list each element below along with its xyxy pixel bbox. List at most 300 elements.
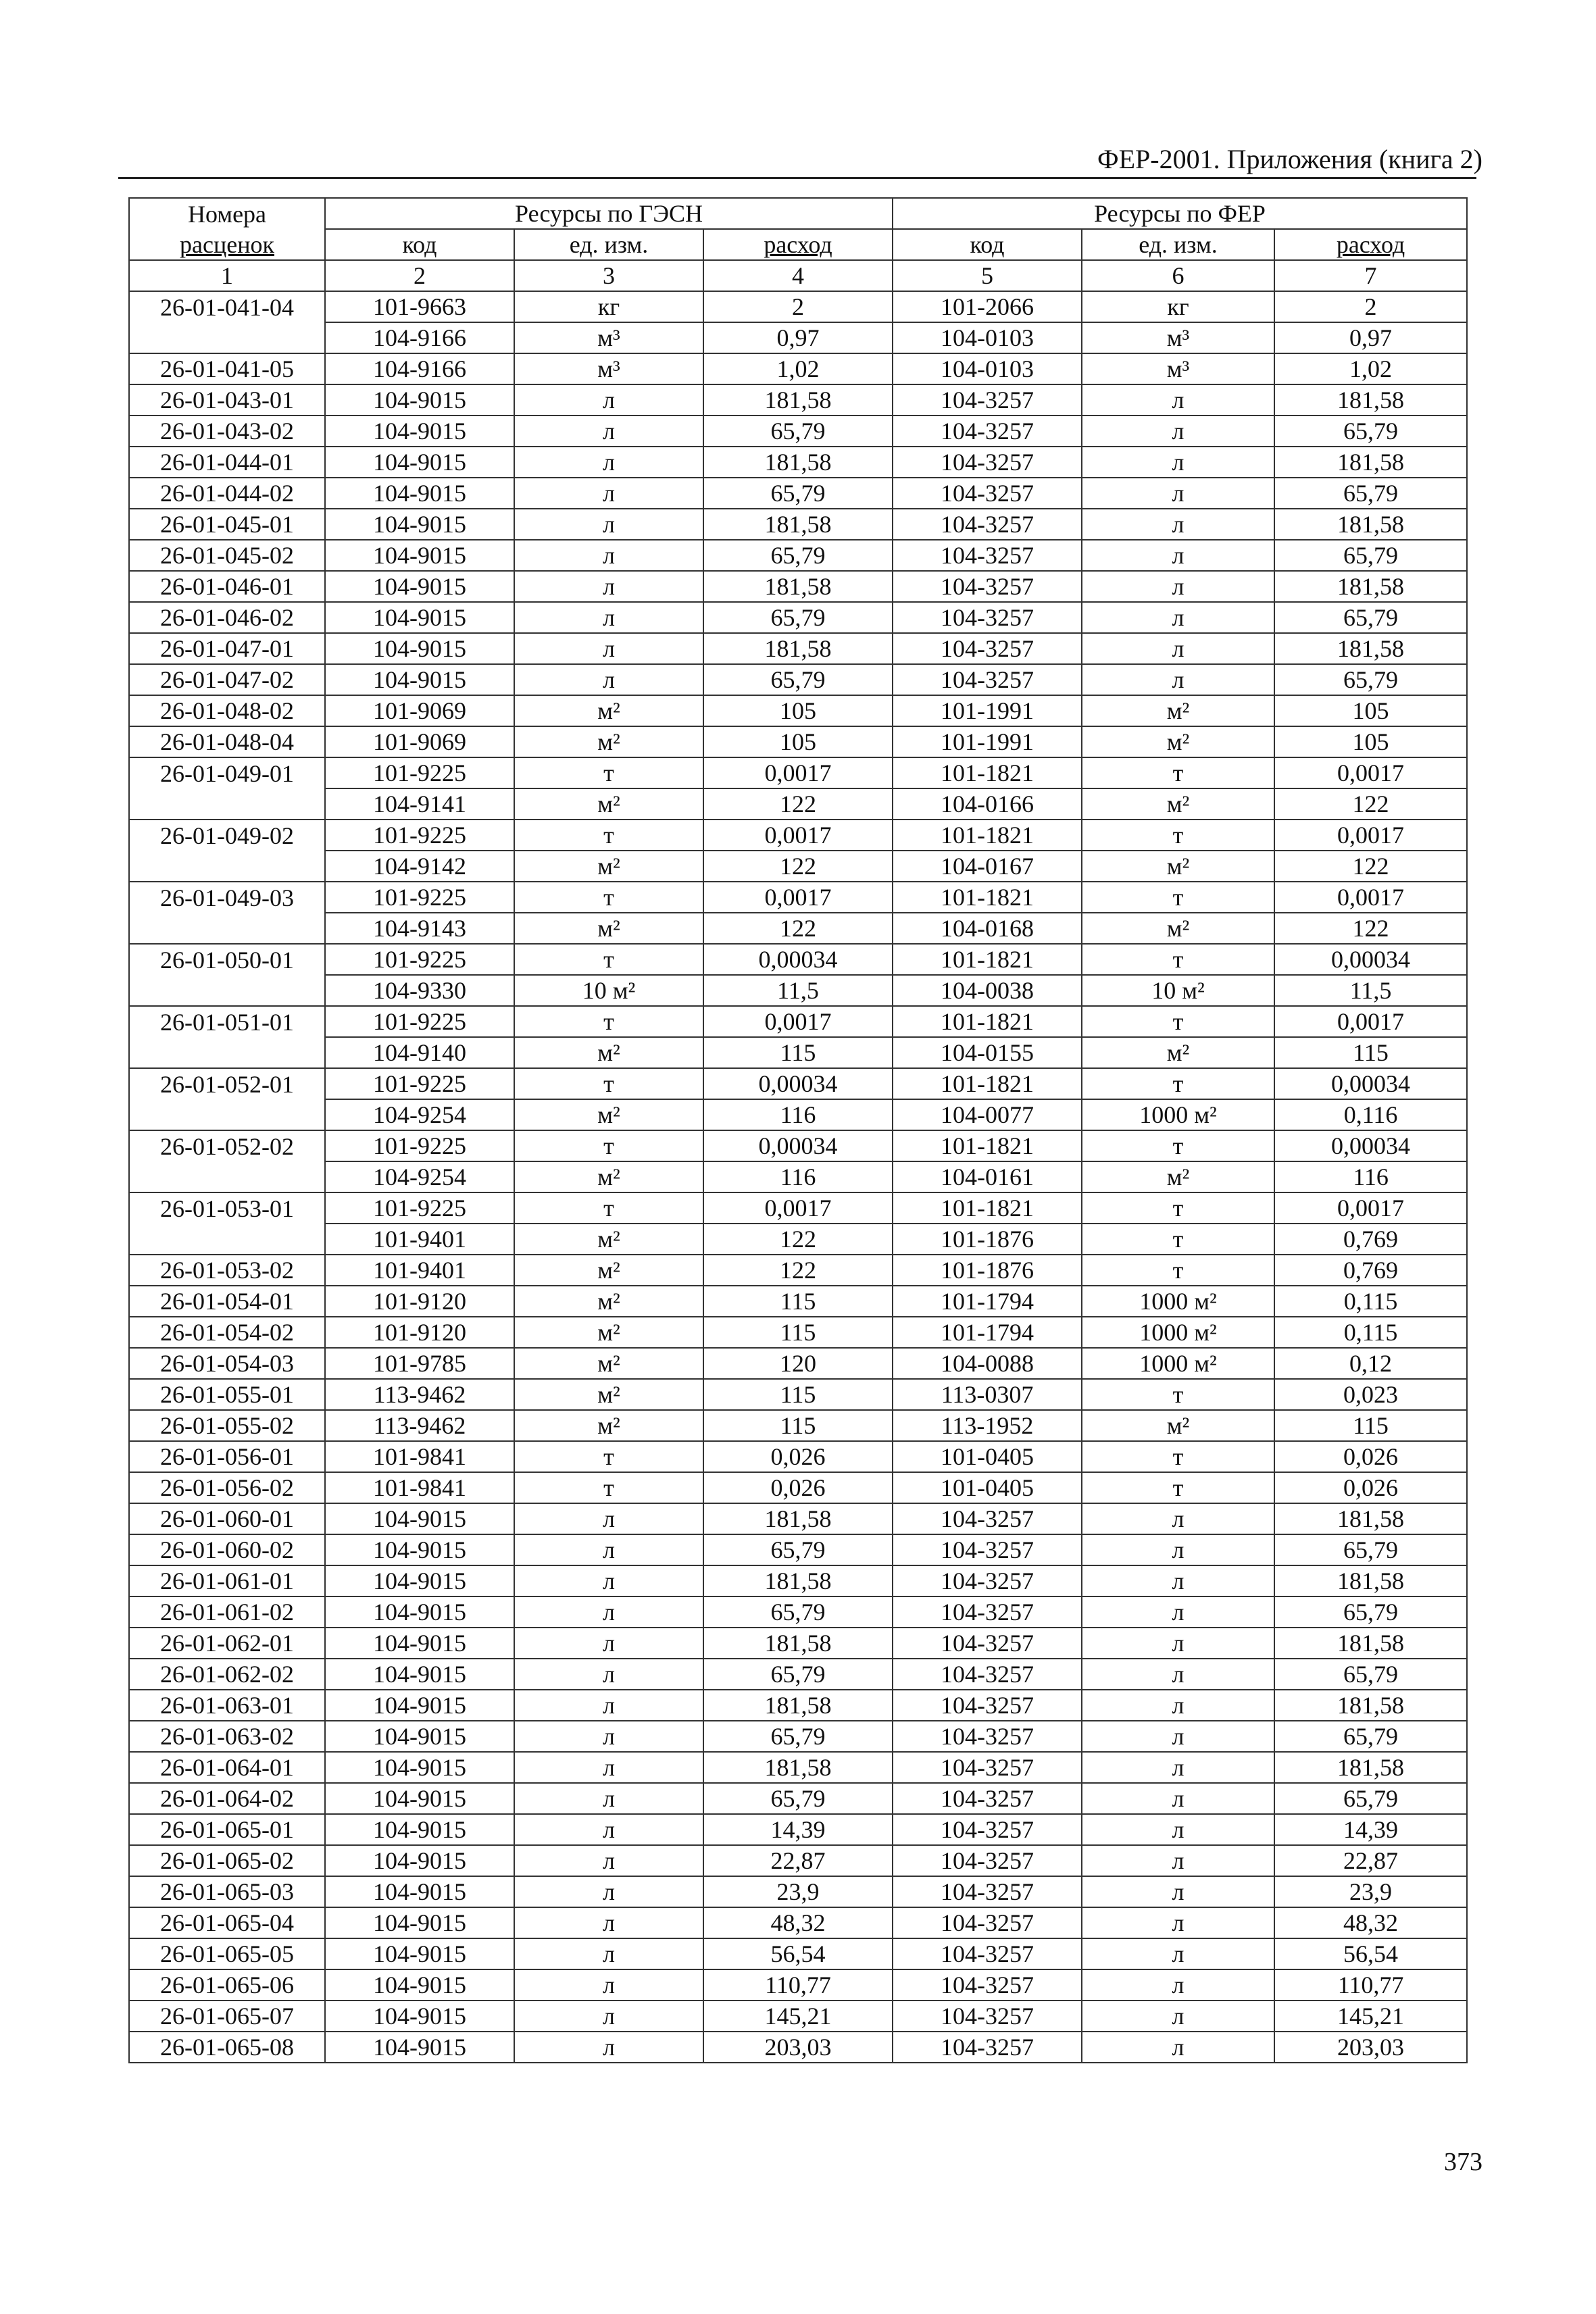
rate-number-cell: 26-01-052-01 [129,1068,325,1099]
rate-number-cell: 26-01-046-01 [129,571,325,602]
fer-code-cell: 104-0167 [893,851,1082,882]
fer-unit-cell: т [1082,944,1274,975]
gesn-consumption-cell: 181,58 [703,447,893,478]
fer-code-cell: 101-1821 [893,820,1082,851]
fer-consumption-cell: 181,58 [1274,1752,1467,1783]
gesn-consumption-cell: 1,02 [703,353,893,384]
fer-consumption-cell: 181,58 [1274,571,1467,602]
rate-number-cell [129,1161,325,1192]
gesn-code-cell: 104-9015 [325,1783,514,1814]
fer-unit-cell: т [1082,1130,1274,1161]
gesn-code-cell: 104-9015 [325,447,514,478]
fer-code-cell: 101-1821 [893,1068,1082,1099]
fer-code-cell: 101-0405 [893,1472,1082,1503]
page-number: 373 [1444,2148,1482,2176]
fer-unit-cell: 1000 м² [1082,1317,1274,1348]
fer-unit-cell: т [1082,1068,1274,1099]
fer-code-cell: 104-3257 [893,571,1082,602]
fer-consumption-cell: 0,00034 [1274,944,1467,975]
rate-number-cell: 26-01-053-02 [129,1255,325,1286]
gesn-unit-cell: л [514,1907,703,1938]
gesn-unit-cell: м³ [514,322,703,353]
table-row [129,1503,1467,1534]
gesn-consumption-cell: 65,79 [703,1783,893,1814]
gesn-code-cell: 104-9254 [325,1099,514,1130]
rate-number-cell: 26-01-055-02 [129,1410,325,1441]
rate-number-cell: 26-01-048-04 [129,726,325,757]
fer-code-cell: 104-0088 [893,1348,1082,1379]
column-number: 7 [1274,260,1467,291]
rate-number-cell: 26-01-049-02 [129,820,325,851]
gesn-unit-cell: м² [514,1224,703,1255]
fer-code-cell: 104-3257 [893,1628,1082,1659]
fer-consumption-cell: 14,39 [1274,1814,1467,1845]
fer-code-cell: 101-1991 [893,695,1082,726]
table-row [129,975,1467,1006]
gesn-consumption-cell: 56,54 [703,1938,893,1969]
fer-unit-cell: л [1082,447,1274,478]
gesn-code-cell: 104-9015 [325,1845,514,1876]
gesn-consumption-cell: 120 [703,1348,893,1379]
table-row [129,322,1467,353]
fer-unit-cell: л [1082,1596,1274,1628]
gesn-consumption-cell: 181,58 [703,1565,893,1596]
fer-unit-cell: л [1082,602,1274,633]
rate-number-cell: 26-01-062-01 [129,1628,325,1659]
rate-number-cell [129,1224,325,1255]
fer-unit-cell: м² [1082,851,1274,882]
gesn-unit-cell: м² [514,1037,703,1068]
gesn-code-cell: 101-9841 [325,1472,514,1503]
table-row [129,1472,1467,1503]
fer-code-cell: 104-0038 [893,975,1082,1006]
fer-consumption-cell: 181,58 [1274,1628,1467,1659]
gesn-unit-cell: м² [514,695,703,726]
table-row [129,1224,1467,1255]
rate-number-cell: 26-01-060-02 [129,1534,325,1565]
rate-number-cell [129,322,325,353]
gesn-code-cell: 101-9225 [325,820,514,851]
rate-number-cell: 26-01-047-02 [129,664,325,695]
gesn-code-cell: 101-9225 [325,1192,514,1224]
table-row [129,1037,1467,1068]
gesn-code-cell: 101-9841 [325,1441,514,1472]
rate-number-cell: 26-01-048-02 [129,695,325,726]
gesn-unit-cell: м² [514,1410,703,1441]
fer-code-cell: 104-3257 [893,1534,1082,1565]
fer-code-cell: 104-3257 [893,2032,1082,2063]
gesn-code-cell: 104-9015 [325,478,514,509]
fer-code-cell: 104-3257 [893,1690,1082,1721]
gesn-consumption-cell: 116 [703,1099,893,1130]
gesn-unit-cell: м² [514,726,703,757]
gesn-unit-cell: л [514,1938,703,1969]
fer-consumption-cell: 181,58 [1274,1690,1467,1721]
fer-consumption-cell: 56,54 [1274,1938,1467,1969]
gesn-consumption-cell: 65,79 [703,478,893,509]
gesn-unit-cell: т [514,1192,703,1224]
table-row [129,1721,1467,1752]
fer-consumption-cell: 181,58 [1274,1503,1467,1534]
header-rule [118,177,1476,179]
gesn-consumption-cell: 122 [703,1224,893,1255]
fer-unit-cell: л [1082,1876,1274,1907]
gesn-consumption-cell: 122 [703,1255,893,1286]
gesn-code-cell: 101-9401 [325,1255,514,1286]
gesn-code-cell: 104-9015 [325,1907,514,1938]
fer-consumption-cell: 0,769 [1274,1255,1467,1286]
gesn-consumption-cell: 181,58 [703,384,893,416]
fer-code-cell: 101-1794 [893,1317,1082,1348]
table-row [129,788,1467,820]
fer-code-cell: 104-3257 [893,1969,1082,2001]
gesn-code-cell: 104-9015 [325,2032,514,2063]
gesn-unit-cell: л [514,1783,703,1814]
fer-unit-cell: т [1082,1379,1274,1410]
fer-unit-cell: л [1082,1503,1274,1534]
gesn-code-cell: 104-9015 [325,1721,514,1752]
fer-consumption-cell: 0,00034 [1274,1130,1467,1161]
rate-number-cell: 26-01-063-01 [129,1690,325,1721]
table-row [129,695,1467,726]
column-number: 5 [893,260,1082,291]
table-row [129,1783,1467,1814]
gesn-unit-cell: м² [514,1099,703,1130]
gesn-consumption-cell: 203,03 [703,2032,893,2063]
fer-code-cell: 104-3257 [893,1565,1082,1596]
rate-number-cell: 26-01-041-05 [129,353,325,384]
table-header [129,198,1467,291]
gesn-consumption-cell: 2 [703,291,893,322]
fer-consumption-cell: 110,77 [1274,1969,1467,2001]
table-row [129,1814,1467,1845]
gesn-code-cell: 101-9120 [325,1286,514,1317]
gesn-unit-cell: л [514,447,703,478]
gesn-unit-cell: м² [514,1317,703,1348]
table-row [129,384,1467,416]
gesn-code-cell: 104-9015 [325,602,514,633]
rate-number-cell: 26-01-065-01 [129,1814,325,1845]
gesn-unit-cell: л [514,664,703,695]
fer-unit-cell: л [1082,540,1274,571]
fer-unit-cell: л [1082,384,1274,416]
fer-code-cell: 101-1821 [893,1192,1082,1224]
table-row [129,1441,1467,1472]
fer-consumption-cell: 65,79 [1274,540,1467,571]
gesn-code-cell: 104-9015 [325,1596,514,1628]
gesn-consumption-cell: 105 [703,695,893,726]
gesn-code-cell: 104-9015 [325,1969,514,2001]
fer-consumption-cell: 65,79 [1274,416,1467,447]
fer-code-cell: 104-3257 [893,602,1082,633]
rate-number-cell: 26-01-045-01 [129,509,325,540]
table-row [129,1596,1467,1628]
fer-consumption-cell: 122 [1274,913,1467,944]
rate-number-cell: 26-01-063-02 [129,1721,325,1752]
gesn-consumption-cell: 115 [703,1317,893,1348]
rate-number-cell: 26-01-056-01 [129,1441,325,1472]
fer-consumption-cell: 65,79 [1274,602,1467,633]
fer-consumption-cell: 65,79 [1274,478,1467,509]
table-row [129,633,1467,664]
fer-consumption-cell: 0,0017 [1274,757,1467,788]
gesn-code-cell: 104-9015 [325,416,514,447]
table-row [129,571,1467,602]
header-fer-code: код [893,229,1082,260]
gesn-code-cell: 104-9166 [325,353,514,384]
rate-number-cell: 26-01-054-02 [129,1317,325,1348]
rate-number-cell: 26-01-056-02 [129,1472,325,1503]
fer-unit-cell: 1000 м² [1082,1348,1274,1379]
fer-code-cell: 104-3257 [893,1783,1082,1814]
header-rate-numbers: Номера [129,198,325,229]
table-row [129,1752,1467,1783]
resources-table [128,197,1468,2063]
fer-code-cell: 104-3257 [893,1659,1082,1690]
gesn-unit-cell: л [514,384,703,416]
gesn-consumption-cell: 22,87 [703,1845,893,1876]
fer-consumption-cell: 122 [1274,788,1467,820]
fer-consumption-cell: 203,03 [1274,2032,1467,2063]
gesn-code-cell: 104-9015 [325,1752,514,1783]
rate-number-cell: 26-01-065-05 [129,1938,325,1969]
fer-code-cell: 104-3257 [893,540,1082,571]
gesn-code-cell: 101-9401 [325,1224,514,1255]
table-row [129,820,1467,851]
gesn-code-cell: 104-9015 [325,1814,514,1845]
fer-code-cell: 101-1876 [893,1255,1082,1286]
table-row [129,540,1467,571]
fer-consumption-cell: 11,5 [1274,975,1467,1006]
gesn-consumption-cell: 181,58 [703,1628,893,1659]
fer-code-cell: 101-1821 [893,1006,1082,1037]
fer-consumption-cell: 0,026 [1274,1441,1467,1472]
gesn-consumption-cell: 65,79 [703,602,893,633]
rate-number-cell: 26-01-043-02 [129,416,325,447]
gesn-unit-cell: т [514,944,703,975]
fer-unit-cell: т [1082,1255,1274,1286]
fer-code-cell: 101-1821 [893,944,1082,975]
gesn-code-cell: 104-9015 [325,1628,514,1659]
gesn-consumption-cell: 181,58 [703,633,893,664]
fer-consumption-cell: 0,115 [1274,1317,1467,1348]
header-fer-unit: ед. изм. [1082,229,1274,260]
gesn-consumption-cell: 0,026 [703,1472,893,1503]
fer-code-cell: 104-0161 [893,1161,1082,1192]
gesn-unit-cell: л [514,1628,703,1659]
fer-consumption-cell: 65,79 [1274,1659,1467,1690]
fer-consumption-cell: 48,32 [1274,1907,1467,1938]
table-row [129,602,1467,633]
gesn-consumption-cell: 0,0017 [703,757,893,788]
fer-code-cell: 113-1952 [893,1410,1082,1441]
table-row [129,1628,1467,1659]
fer-consumption-cell: 65,79 [1274,1534,1467,1565]
header-gesn-unit: ед. изм. [514,229,703,260]
fer-consumption-cell: 145,21 [1274,2001,1467,2032]
gesn-consumption-cell: 115 [703,1037,893,1068]
gesn-unit-cell: м² [514,1286,703,1317]
gesn-unit-cell: л [514,1565,703,1596]
gesn-code-cell: 104-9015 [325,509,514,540]
gesn-unit-cell: м² [514,1161,703,1192]
table-row [129,291,1467,322]
rate-number-cell: 26-01-065-04 [129,1907,325,1938]
gesn-unit-cell: л [514,602,703,633]
table-row [129,2032,1467,2063]
gesn-consumption-cell: 181,58 [703,509,893,540]
gesn-code-cell: 104-9015 [325,540,514,571]
fer-consumption-cell: 181,58 [1274,509,1467,540]
gesn-code-cell: 101-9225 [325,882,514,913]
table-row [129,1410,1467,1441]
fer-code-cell: 101-1821 [893,757,1082,788]
fer-unit-cell: л [1082,1534,1274,1565]
fer-unit-cell: л [1082,509,1274,540]
fer-unit-cell: л [1082,2032,1274,2063]
fer-consumption-cell: 181,58 [1274,384,1467,416]
gesn-unit-cell: т [514,820,703,851]
fer-code-cell: 104-3257 [893,2001,1082,2032]
fer-code-cell: 101-2066 [893,291,1082,322]
table-row [129,1659,1467,1690]
gesn-consumption-cell: 0,026 [703,1441,893,1472]
fer-consumption-cell: 2 [1274,291,1467,322]
rate-number-cell: 26-01-065-03 [129,1876,325,1907]
gesn-code-cell: 113-9462 [325,1410,514,1441]
gesn-consumption-cell: 65,79 [703,1659,893,1690]
fer-code-cell: 104-3257 [893,478,1082,509]
fer-consumption-cell: 115 [1274,1410,1467,1441]
fer-unit-cell: м³ [1082,322,1274,353]
gesn-unit-cell: кг [514,291,703,322]
fer-unit-cell: л [1082,571,1274,602]
rate-number-cell [129,975,325,1006]
gesn-consumption-cell: 11,5 [703,975,893,1006]
fer-unit-cell: л [1082,633,1274,664]
table-row [129,1690,1467,1721]
gesn-consumption-cell: 122 [703,913,893,944]
fer-unit-cell: 1000 м² [1082,1286,1274,1317]
gesn-consumption-cell: 115 [703,1410,893,1441]
rate-number-cell: 26-01-055-01 [129,1379,325,1410]
header-fer-consumption: расход [1274,229,1467,260]
gesn-code-cell: 104-9015 [325,664,514,695]
gesn-consumption-cell: 14,39 [703,1814,893,1845]
fer-code-cell: 101-1821 [893,882,1082,913]
rate-number-cell: 26-01-065-08 [129,2032,325,2063]
gesn-consumption-cell: 181,58 [703,1752,893,1783]
rate-number-cell: 26-01-064-01 [129,1752,325,1783]
gesn-code-cell: 104-9015 [325,1565,514,1596]
rate-number-cell: 26-01-053-01 [129,1192,325,1224]
gesn-unit-cell: м² [514,1348,703,1379]
gesn-code-cell: 104-9015 [325,1534,514,1565]
gesn-code-cell: 104-9015 [325,571,514,602]
gesn-consumption-cell: 0,00034 [703,1068,893,1099]
fer-code-cell: 101-1794 [893,1286,1082,1317]
fer-unit-cell: м² [1082,695,1274,726]
fer-unit-cell: л [1082,2001,1274,2032]
fer-consumption-cell: 0,0017 [1274,1006,1467,1037]
gesn-unit-cell: л [514,1969,703,2001]
fer-unit-cell: л [1082,1907,1274,1938]
table-row [129,944,1467,975]
column-number: 1 [129,260,325,291]
table-row [129,1348,1467,1379]
header-row-sub [129,229,1467,260]
gesn-unit-cell: л [514,1721,703,1752]
rate-number-cell: 26-01-041-04 [129,291,325,322]
table-row [129,1161,1467,1192]
gesn-unit-cell: л [514,1876,703,1907]
fer-unit-cell: т [1082,882,1274,913]
table-row [129,1969,1467,2001]
gesn-code-cell: 101-9663 [325,291,514,322]
table-row [129,1938,1467,1969]
table-row [129,416,1467,447]
fer-unit-cell: т [1082,1006,1274,1037]
gesn-consumption-cell: 181,58 [703,571,893,602]
gesn-code-cell: 104-9015 [325,1938,514,1969]
fer-unit-cell: м² [1082,1410,1274,1441]
header-rate-numbers-line2: расценок [129,229,325,260]
gesn-unit-cell: л [514,540,703,571]
rate-number-cell: 26-01-065-02 [129,1845,325,1876]
fer-unit-cell: т [1082,757,1274,788]
fer-consumption-cell: 0,0017 [1274,820,1467,851]
gesn-consumption-cell: 0,0017 [703,882,893,913]
gesn-consumption-cell: 0,0017 [703,1192,893,1224]
gesn-consumption-cell: 181,58 [703,1690,893,1721]
header-row-column-numbers [129,260,1467,291]
gesn-consumption-cell: 115 [703,1286,893,1317]
fer-unit-cell: м² [1082,1161,1274,1192]
fer-consumption-cell: 181,58 [1274,633,1467,664]
header-gesn-code: код [325,229,514,260]
gesn-unit-cell: л [514,416,703,447]
gesn-consumption-cell: 65,79 [703,540,893,571]
fer-consumption-cell: 105 [1274,695,1467,726]
gesn-unit-cell: м² [514,913,703,944]
gesn-consumption-cell: 116 [703,1161,893,1192]
gesn-unit-cell: л [514,1814,703,1845]
fer-code-cell: 101-1991 [893,726,1082,757]
fer-unit-cell: м² [1082,788,1274,820]
fer-consumption-cell: 181,58 [1274,1565,1467,1596]
gesn-unit-cell: л [514,1503,703,1534]
fer-code-cell: 104-3257 [893,1907,1082,1938]
table-row [129,447,1467,478]
fer-consumption-cell: 0,769 [1274,1224,1467,1255]
fer-unit-cell: м² [1082,913,1274,944]
gesn-code-cell: 104-9166 [325,322,514,353]
fer-consumption-cell: 65,79 [1274,1783,1467,1814]
rate-number-cell: 26-01-044-02 [129,478,325,509]
fer-code-cell: 104-3257 [893,384,1082,416]
table-row [129,757,1467,788]
fer-code-cell: 104-3257 [893,1938,1082,1969]
rate-number-cell: 26-01-043-01 [129,384,325,416]
table-row [129,353,1467,384]
gesn-unit-cell: л [514,571,703,602]
fer-consumption-cell: 0,115 [1274,1286,1467,1317]
fer-code-cell: 104-3257 [893,509,1082,540]
gesn-code-cell: 104-9015 [325,1690,514,1721]
rate-number-cell [129,1037,325,1068]
fer-unit-cell: 10 м² [1082,975,1274,1006]
fer-consumption-cell: 65,79 [1274,1596,1467,1628]
